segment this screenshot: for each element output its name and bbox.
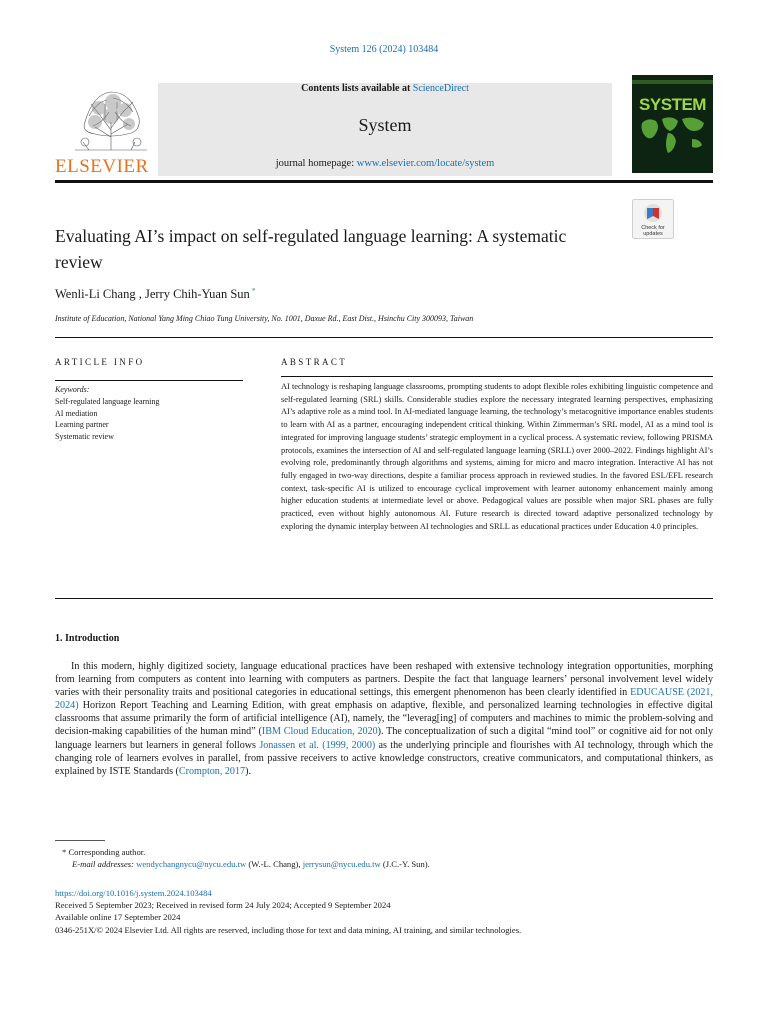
cover-title: SYSTEM xyxy=(639,95,706,114)
citation-link[interactable]: EDUCAUSE (2021, 2024) xyxy=(55,687,713,712)
author-line xyxy=(55,287,255,302)
citation-link[interactable]: Crompton, 2017 xyxy=(178,765,246,777)
intro-text: Horizon Report Teaching and Learning Edition, with great emphasis on adaptive, flexible, and personalized learning technologies in effective digital classrooms that assume primarily the form of artificial intelligence (AI), namely, the “leverag[ing] of computers and machines to mimic the problem-solving and decision-making capabilities of the human mind” ( xyxy=(55,700,713,738)
cover-map-icon xyxy=(632,75,713,173)
intro-text: as the underlying principle and flourishes with AI technology, through which the changing role of learners evolves in parallel, from passive receivers to active knowledge constructors, creative communicators, and computational thinkers, as explained by ISTE Standards ( xyxy=(55,739,714,777)
article-info-heading: ARTICLE INFO xyxy=(55,357,145,367)
contents-line xyxy=(158,83,612,94)
header-rule xyxy=(55,180,713,183)
journal-name: System xyxy=(358,115,412,135)
copyright-line: 0346-251X/© 2024 Elsevier Ltd. All rights are reserved, including those for text and data mining, AI training, and similar technologies. xyxy=(55,924,522,935)
journal-banner xyxy=(158,83,612,176)
divider xyxy=(281,376,713,377)
corresponding-mark[interactable]: * xyxy=(251,287,256,295)
email-owner: (J.C.-Y. Sun). xyxy=(380,859,430,869)
article-metadata xyxy=(55,887,521,936)
intro-text: ). The conceptualization of such a digital “mind tool” or cognitive aid for not only language learners but learners in general follows xyxy=(55,726,714,751)
check-for-updates-badge[interactable] xyxy=(632,199,674,239)
divider xyxy=(55,598,713,599)
paper-title: Evaluating AI’s impact on self-regulated language learning: A systematic review xyxy=(55,226,567,272)
footnote-mark: * xyxy=(62,847,67,857)
journal-reference[interactable]: System 126 (2024) 103484 xyxy=(329,44,439,55)
corresponding-footnote xyxy=(62,847,145,857)
email-owner: (W.-L. Chang), xyxy=(246,859,303,869)
email-link[interactable]: wendychangnycu@nycu.edu.tw xyxy=(136,859,247,869)
section-heading: 1. Introduction xyxy=(55,633,120,644)
crossmark-label: Check for updates xyxy=(641,225,665,237)
keyword: AI mediation xyxy=(55,408,98,418)
author-separator: , xyxy=(135,287,145,302)
affiliation: Institute of Education, National Yang Ming Chiao Tung University, No. 1001, Daxue Rd., East Dist., Hsinchu City 300093, Taiwan xyxy=(55,314,474,323)
citation-link[interactable]: Jonassen et al. (1999, 2000) xyxy=(259,739,376,751)
homepage-prefix: journal homepage: xyxy=(275,158,357,169)
doi-link[interactable]: https://doi.org/10.1016/j.system.2024.103484 xyxy=(55,888,212,898)
contents-prefix: Contents lists available at xyxy=(301,83,413,94)
sciencedirect-link[interactable]: ScienceDirect xyxy=(412,83,469,94)
divider xyxy=(55,380,243,381)
homepage-line xyxy=(158,158,612,169)
intro-text: In this modern, highly digitized society, language educational practices have been reshaped with extensive technology integration opportunities, morphing from learning from computers as content into learning with computers as partners. Despite the fact that language learners’ personal involvement level widely varies with their personality traits and positional categories in educational settings, this emergent phenomenon has been clearly identified in xyxy=(55,661,713,699)
author-name: Jerry Chih-Yuan Sun xyxy=(144,287,250,302)
footnote-text: Corresponding author. xyxy=(66,847,146,857)
received-dates: Received 5 September 2023; Received in revised form 24 July 2024; Accepted 9 September 2024 xyxy=(55,900,391,911)
abstract-heading: ABSTRACT xyxy=(281,357,348,367)
email-footnote xyxy=(72,859,430,869)
keyword: Self-regulated language learning xyxy=(55,397,160,406)
journal-cover xyxy=(632,75,713,173)
keywords-label: Keywords: xyxy=(55,385,90,394)
keyword: Learning partner xyxy=(55,420,109,430)
email-link[interactable]: jerrysun@nycu.edu.tw xyxy=(302,859,381,869)
author-name: Wenli-Li Chang xyxy=(55,287,136,302)
email-label: E-mail addresses: xyxy=(72,859,137,869)
abstract-text: AI technology is reshaping language classrooms, prompting students to adopt flexible roles exhibiting linguistic competence and self-regulated learning (SRL) skills. Considerable studies explore the necessary integrated learning perspectives, emphasizing AI’s adaptive role as a mind tool. In AI-mediated language learning, the technology’s metacognitive importance enables students to learn with AI as a partner, encouraging independent critical thinking. Within Zimmerman’s SRL model, AI as a mind tool is integrated for improving language students’ strategic employment in a cyclical process. A systematic review, following PRISMA protocols, examines the intersection of AI and self-regulated language learning (SRLL) over 2000–2022. Findings highlight AI’s evolving role, predominantly through algorithms and systems, aiming for micro and macro integration. Interactive AI has not fully engaged in two-way directions, despite a familiar process approach in reviewed studies. In the favored ESL/EFL research context, task-specific AI is utilized to encourage cyclical improvement with learner autonomy enhancement mainly among higher education students at intermediate level or above. Pedagogical values are possible when major SRL phases are fully practiced, even without highly autonomous AI. Future research is directed toward adaptive personalized technology by exploring the dynamic interplay between AI technologies and SRLL as educational practices under Education 4.0 principles. xyxy=(281,382,713,531)
intro-paragraph xyxy=(55,660,713,778)
keyword: Systematic review xyxy=(55,432,114,442)
publisher-wordmark: ELSEVIER xyxy=(55,156,149,176)
keywords-list xyxy=(55,396,159,443)
footnote-rule xyxy=(55,840,105,841)
divider xyxy=(55,337,713,338)
homepage-link[interactable]: www.elsevier.com/locate/system xyxy=(356,158,495,169)
intro-text: ). xyxy=(245,765,251,777)
citation-link[interactable]: IBM Cloud Education, 2020 xyxy=(261,726,378,738)
available-online: Available online 17 September 2024 xyxy=(55,912,181,923)
